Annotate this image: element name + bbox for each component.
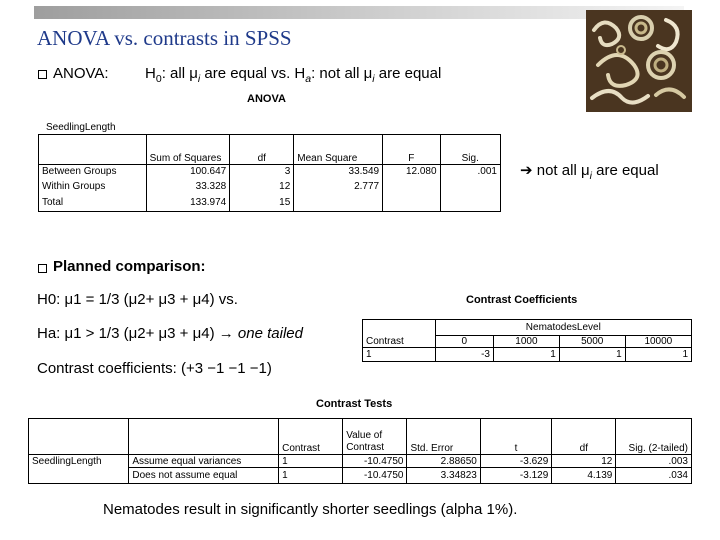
header-sig: Sig. — [440, 135, 500, 165]
header-nematodes-level: NematodesLevel — [435, 320, 691, 336]
footer-conclusion: Nematodes result in significantly shorter seedlings (alpha 1%). — [103, 501, 518, 518]
header-std-error: Std. Error — [407, 419, 480, 455]
bullet-square — [38, 264, 47, 273]
arrow-right-icon: → — [218, 325, 234, 342]
header-contrast: Contrast — [279, 419, 343, 455]
header-sum-of-squares: Sum of Squares — [146, 135, 230, 165]
planned-ha: Ha: μ1 > 1/3 (μ2+ μ3 + μ4) → one tailed — [37, 325, 303, 342]
table-row: Within Groups 33.328 12 2.777 — [39, 178, 501, 195]
anova-table-label: SeedlingLength — [46, 122, 116, 133]
header-value-of-contrast: Value of Contrast — [343, 419, 407, 455]
anova-conclusion: ➔ not all $\mu_i$ are equal — [520, 162, 659, 182]
planned-label: Planned comparison: — [53, 258, 206, 275]
table-row: SeedlingLength Assume equal variances 1 -10.4750 2.88650 -3.629 12 .003 — [29, 455, 692, 468]
planned-h0: H0: μ1 = 1/3 (μ2+ μ3 + μ4) vs. — [37, 291, 238, 308]
header-df: df — [230, 135, 294, 165]
slide-title: ANOVA vs. contrasts in SPSS — [37, 26, 292, 50]
table-row: Does not assume equal 1 -10.4750 3.34823 -3.129 4.139 .034 — [29, 468, 692, 484]
coef-table: NematodesLevel Contrast 0 1000 5000 10000 1 -3 1 1 1 — [362, 319, 692, 362]
arrow-right-icon: ➔ — [520, 162, 533, 179]
anova-table — [38, 134, 501, 212]
header-mean-square: Mean Square — [294, 135, 383, 165]
tests-table-caption: Contrast Tests — [316, 398, 393, 410]
nematodes-photo — [586, 10, 692, 112]
tests-table — [28, 418, 692, 484]
anova-hypotheses: $H_0$: all $\mu_i$ are equal vs. $H_a$: not all $\mu_i$ are equal — [145, 65, 442, 85]
planned-coefficients: Contrast coefficients: (+3 −1 −1 −1) — [37, 360, 272, 377]
header-sig-2-tailed: Sig. (2-tailed) — [616, 419, 692, 455]
anova-label: ANOVA: — [53, 65, 109, 82]
coef-table-caption: Contrast Coefficients — [466, 294, 578, 306]
header-f: F — [383, 135, 440, 165]
table-row: Between Groups 100.647 3 33.549 12.080 .001 — [39, 165, 501, 178]
tests-table-label: SeedlingLength — [29, 455, 129, 468]
header-t: t — [480, 419, 551, 455]
header-df: df — [552, 419, 616, 455]
anova-table-caption: ANOVA — [247, 93, 286, 105]
bullet-square — [38, 70, 47, 79]
header-contrast: Contrast — [363, 336, 436, 348]
table-row: Total 133.974 15 — [39, 195, 501, 212]
table-row: 1 -3 1 1 1 — [363, 348, 692, 362]
